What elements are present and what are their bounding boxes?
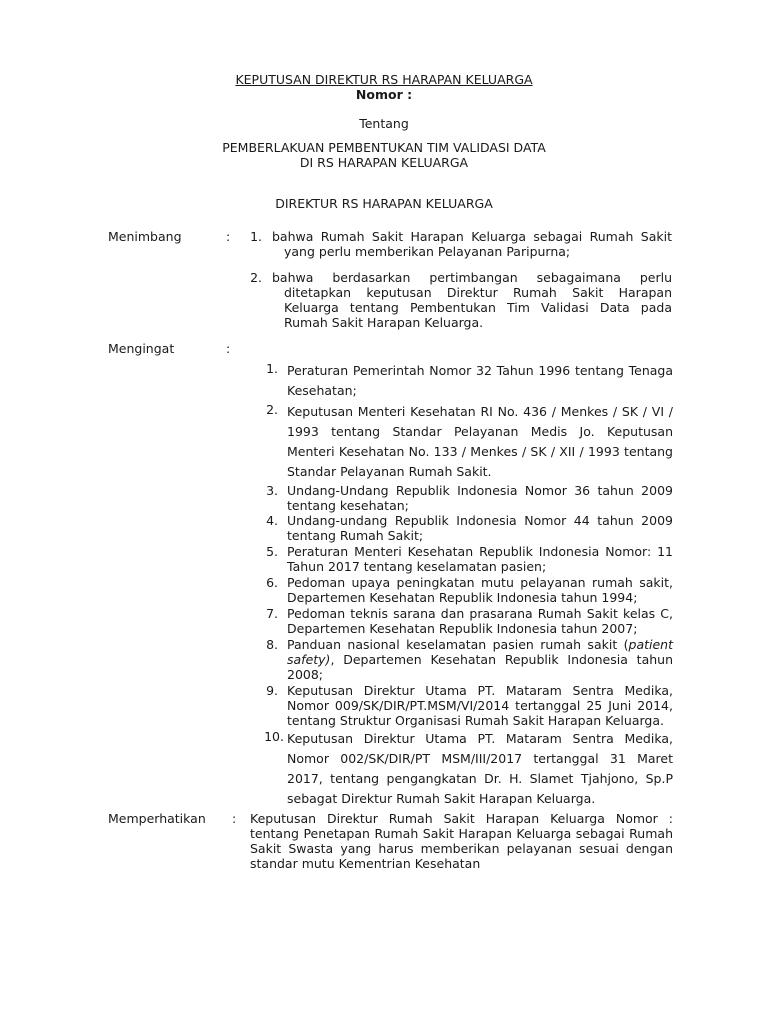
mengingat-item-text: Peraturan Menteri Kesehatan Republik Indonesia Nomor: 11 Tahun 2017 tentang keselamatan pasien; [287, 544, 673, 574]
mengingat-item-text: Undang-Undang Republik Indonesia Nomor 36 tahun 2009 tentang kesehatan; [287, 483, 673, 513]
menimbang-item-text: bahwa Rumah Sakit Harapan Keluarga sebagai Rumah Sakit yang perlu memberikan Pelayanan Paripurna; [272, 229, 672, 259]
mengingat-item-number: 5. [266, 544, 278, 559]
subject-line-1: PEMBERLAKUAN PEMBENTUKAN TIM VALIDASI DATA [222, 140, 546, 155]
memperhatikan-colon: : [232, 811, 237, 826]
mengingat-item-text: Keputusan Direktur Utama PT. Mataram Sentra Medika, Nomor 009/SK/DIR/PT.MSM/VI/2014 tertanggal 25 Juni 2014, tentang Struktur Organisasi Rumah Sakit Harapan Keluarga. [287, 683, 673, 728]
menimbang-colon: : [226, 229, 231, 244]
mengingat-item-text: Keputusan Direktur Utama PT. Mataram Sentra Medika, Nomor 002/SK/DIR/PT MSM/III/2017 tertanggal 31 Maret 2017, tentang pengangkatan Dr. H. Slamet Tjahjono, Sp.P sebagat Direktur Rumah Sakit Harapan Keluarga. [287, 731, 673, 806]
menimbang-item-number: 1. [250, 229, 262, 244]
decree-number: Nomor : [355, 87, 413, 102]
memperhatikan-text: Keputusan Direktur Rumah Sakit Harapan Keluarga Nomor : tentang Penetapan Rumah Sakit Harapan Keluarga sebagai Rumah Sakit Swasta yang harus memberikan pelayanan sesuai dengan standar mutu Kementrian Kesehatan [250, 811, 673, 871]
text-segment: Panduan nasional keselamatan pasien rumah sakit ( [287, 637, 629, 652]
memperhatikan-label: Memperhatikan [108, 811, 206, 826]
decree-title: KEPUTUSAN DIREKTUR RS HARAPAN KELUARGA [235, 72, 533, 87]
mengingat-label: Mengingat [108, 341, 175, 356]
menimbang-item-number: 2. [250, 270, 262, 285]
menimbang-item-text: bahwa berdasarkan pertimbangan sebagaimana perlu ditetapkan keputusan Direktur Rumah Sakit Harapan Keluarga tentang Pembentukan Tim Validasi Data pada Rumah Sakit Harapan Keluarga. [272, 270, 672, 330]
mengingat-item-number: 3. [266, 483, 278, 498]
mengingat-item-number: 10. [264, 729, 284, 744]
mengingat-item-number: 6. [266, 575, 278, 590]
mengingat-item-text: Peraturan Pemerintah Nomor 32 Tahun 1996 tentang Tenaga Kesehatan; [287, 363, 673, 398]
mengingat-item-number: 8. [266, 637, 278, 652]
tentang-heading: Tentang [359, 116, 409, 131]
mengingat-item-text [287, 637, 673, 682]
mengingat-item-number: 1. [266, 361, 278, 376]
subject-line-2: DI RS HARAPAN KELUARGA [299, 155, 469, 170]
mengingat-item-number: 2. [266, 402, 278, 417]
director-heading: DIREKTUR RS HARAPAN KELUARGA [275, 196, 493, 211]
mengingat-item-number: 7. [266, 606, 278, 621]
mengingat-item-text: Pedoman upaya peningkatan mutu pelayanan rumah sakit, Departemen Kesehatan Republik Indonesia tahun 1994; [287, 575, 673, 605]
mengingat-item-number: 4. [266, 513, 278, 528]
mengingat-colon: : [226, 341, 231, 356]
decree-header [0, 72, 768, 102]
decree-subject [0, 140, 768, 170]
italic-term: patient safety) [287, 637, 673, 667]
mengingat-item-text: Undang-undang Republik Indonesia Nomor 44 tahun 2009 tentang Rumah Sakit; [287, 513, 673, 543]
text-segment: , Departemen Kesehatan Republik Indonesia tahun 2008; [287, 652, 673, 682]
mengingat-item-number: 9. [266, 683, 278, 698]
mengingat-item-text: Pedoman teknis sarana dan prasarana Rumah Sakit kelas C, Departemen Kesehatan Republik Indonesia tahun 2007; [287, 606, 673, 636]
mengingat-item-text: Keputusan Menteri Kesehatan RI No. 436 / Menkes / SK / VI / 1993 tentang Standar Pelayanan Medis Jo. Keputusan Menteri Kesehatan No. 133 / Menkes / SK / XII / 1993 tentang Standar Pelayanan Rumah Sakit. [287, 404, 673, 479]
menimbang-label: Menimbang [108, 229, 182, 244]
